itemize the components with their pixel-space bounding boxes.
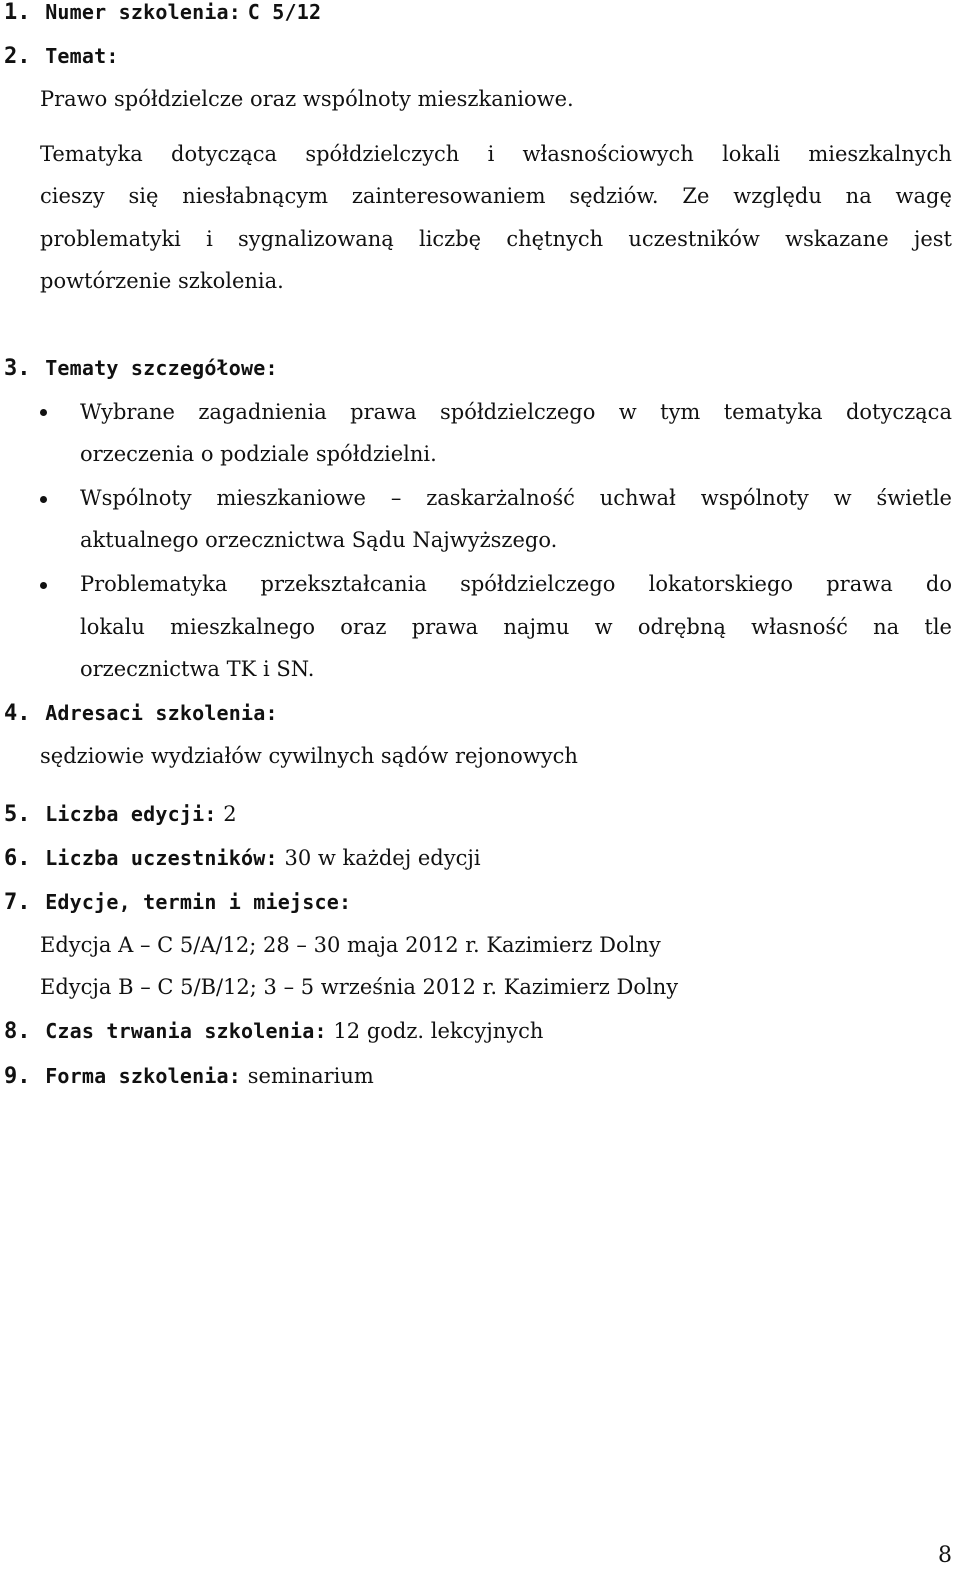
- word: sędziów.: [569, 184, 659, 208]
- word: spółdzielczego: [460, 572, 616, 596]
- section-number: 5.: [4, 802, 31, 827]
- word: dotycząca: [171, 142, 278, 166]
- word: wspólnoty: [700, 486, 809, 510]
- word: –: [390, 486, 402, 510]
- section-2-heading: [0, 41, 119, 72]
- editions-count: 2: [223, 802, 237, 826]
- word: w: [833, 486, 852, 510]
- detail-topic-2-line-1: [80, 483, 952, 513]
- section-number: 1.: [4, 0, 31, 25]
- section-label: Tematy szczegółowe:: [45, 356, 278, 380]
- section-number: 7.: [4, 890, 31, 915]
- topic-paragraph-line-2: [40, 181, 952, 211]
- section-3-heading: [0, 353, 278, 384]
- word: Wspólnoty: [80, 486, 192, 510]
- word: w: [618, 400, 637, 424]
- section-number: 9.: [4, 1064, 31, 1089]
- word: i: [487, 142, 495, 166]
- section-label: Temat:: [45, 44, 119, 68]
- section-label: Liczba uczestników:: [45, 846, 278, 870]
- word: tym: [660, 400, 701, 424]
- word: własność: [751, 615, 848, 639]
- word: na: [873, 615, 900, 639]
- section-label: Edycje, termin i miejsce:: [45, 890, 352, 914]
- duration-value: 12 godz. lekcyjnych: [333, 1019, 544, 1043]
- bullet-icon: [40, 582, 47, 589]
- word: i: [206, 227, 213, 251]
- word: lokatorskiego: [648, 572, 794, 596]
- edition-a: Edycja A – C 5/A/12; 28 – 30 maja 2012 r. Kazimierz Dolny: [40, 933, 661, 957]
- word: wagę: [895, 184, 952, 208]
- word: w: [594, 615, 613, 639]
- word: własnościowych: [522, 142, 694, 166]
- word: zagadnienia: [198, 400, 327, 424]
- word: uchwał: [599, 486, 676, 510]
- word: Tematyka: [40, 142, 143, 166]
- section-number: 6.: [4, 846, 31, 871]
- topic-paragraph-line-4: powtórzenie szkolenia.: [40, 269, 284, 293]
- word: wskazane: [785, 227, 889, 251]
- word: tematyka: [723, 400, 823, 424]
- detail-topic-2-line-2: aktualnego orzecznictwa Sądu Najwyższego.: [80, 528, 558, 552]
- detail-topic-1-line-2: orzeczenia o podziale spółdzielni.: [80, 442, 437, 466]
- word: chętnych: [506, 227, 604, 251]
- section-label: Forma szkolenia:: [45, 1064, 242, 1088]
- word: Problematyka: [80, 572, 228, 596]
- word: się: [128, 184, 159, 208]
- word: lokali: [722, 142, 781, 166]
- word: sygnalizowaną: [237, 227, 394, 251]
- word: prawa: [411, 615, 479, 639]
- participants-count: 30 w każdej edycji: [284, 846, 481, 870]
- detail-topic-3-line-3: orzecznictwa TK i SN.: [80, 657, 315, 681]
- word: spółdzielczych: [305, 142, 460, 166]
- section-label: Czas trwania szkolenia:: [45, 1019, 327, 1043]
- detail-topic-3-line-1: [80, 569, 952, 599]
- section-4-heading: [0, 698, 278, 729]
- word: oraz: [340, 615, 387, 639]
- section-number: 8.: [4, 1019, 31, 1044]
- word: jest: [913, 227, 952, 251]
- detail-topic-3-line-2: [80, 612, 952, 642]
- section-number: 3.: [4, 356, 31, 381]
- word: przekształcania: [260, 572, 427, 596]
- word: prawa: [350, 400, 417, 424]
- word: mieszkalnego: [170, 615, 315, 639]
- section-label: Adresaci szkolenia:: [45, 701, 278, 725]
- word: tle: [924, 615, 952, 639]
- word: liczbę: [418, 227, 482, 251]
- word: problematyki: [40, 227, 181, 251]
- section-6-heading: [0, 843, 481, 874]
- word: Wybrane: [80, 400, 175, 424]
- page-number: 8: [938, 1543, 952, 1568]
- bullet-icon: [40, 409, 47, 416]
- section-label: Liczba edycji:: [45, 802, 217, 826]
- word: zainteresowaniem: [351, 184, 546, 208]
- word: lokalu: [80, 615, 145, 639]
- topic-paragraph-line-3: [40, 224, 952, 254]
- audience-text: sędziowie wydziałów cywilnych sądów rejonowych: [40, 744, 578, 768]
- word: do: [925, 572, 952, 596]
- word: odrębną: [637, 615, 726, 639]
- word: prawa: [826, 572, 893, 596]
- form-value: seminarium: [247, 1064, 374, 1088]
- word: mieszkalnych: [808, 142, 952, 166]
- section-number: 2.: [4, 44, 31, 69]
- topic-title: Prawo spółdzielcze oraz wspólnoty mieszkaniowe.: [40, 87, 574, 111]
- section-7-heading: [0, 887, 351, 918]
- section-1-heading: [0, 0, 321, 28]
- word: zaskarżalność: [426, 486, 575, 510]
- detail-topic-1-line-1: [80, 397, 952, 427]
- word: względu: [733, 184, 822, 208]
- word: na: [845, 184, 872, 208]
- section-number: 4.: [4, 701, 31, 726]
- edition-b: Edycja B – C 5/B/12; 3 – 5 września 2012 r. Kazimierz Dolny: [40, 975, 679, 999]
- word: najmu: [503, 615, 570, 639]
- topic-paragraph-line-1: [40, 139, 952, 169]
- word: niesłabnącym: [182, 184, 329, 208]
- section-9-heading: [0, 1061, 374, 1092]
- section-8-heading: [0, 1016, 543, 1047]
- word: cieszy: [40, 184, 105, 208]
- word: uczestników: [628, 227, 760, 251]
- training-number: C 5/12: [247, 0, 322, 24]
- word: świetle: [876, 486, 952, 510]
- bullet-icon: [40, 496, 47, 503]
- word: spółdzielczego: [440, 400, 596, 424]
- section-label: Numer szkolenia:: [45, 0, 242, 24]
- section-5-heading: [0, 799, 237, 830]
- word: Ze: [682, 184, 710, 208]
- word: mieszkaniowe: [216, 486, 366, 510]
- word: dotycząca: [845, 400, 952, 424]
